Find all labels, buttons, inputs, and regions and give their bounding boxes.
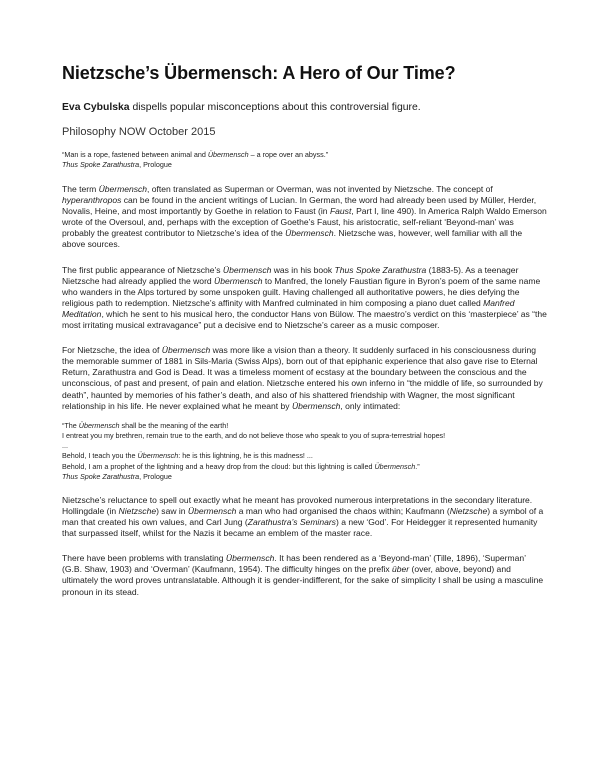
text-emphasis: Übermensch	[222, 264, 272, 275]
article-subtitle	[62, 101, 547, 115]
paragraph-1	[62, 184, 547, 251]
epigraph	[62, 150, 547, 170]
text-run: ) a new ‘God’. For Heidegger it represented humanity that surpassed itself, whilst for the Nazis it became an emblem of the master race.	[62, 517, 538, 539]
paragraph-3	[62, 345, 547, 412]
text-emphasis: Thus Spoke Zarathustra	[334, 264, 427, 275]
paragraph-2	[62, 265, 547, 332]
text-emphasis: Übermensch	[225, 553, 275, 564]
epigraph-quote	[62, 150, 547, 160]
quote-line	[62, 451, 547, 461]
text-emphasis: über	[392, 564, 410, 575]
text-emphasis: Manfred Meditation	[62, 297, 515, 319]
text-emphasis: Faust	[329, 206, 352, 217]
text-run: , only intimated:	[340, 400, 401, 411]
text-emphasis: Zarathustra’s Seminars	[247, 517, 336, 528]
citation-rest: , Prologue	[139, 471, 172, 481]
block-quote	[62, 421, 547, 482]
text-run: . Nietzsche was, however, well familiar with all the above sources.	[62, 228, 523, 250]
text-run: was in his book	[271, 264, 335, 275]
citation-title: Thus Spoke Zarathustra	[62, 160, 140, 169]
text-run: Nietzsche’s reluctance to spell out exactly what he meant has provoked numerous interpretations in the secondary literature. Hollingdale (in	[62, 494, 533, 516]
article	[62, 62, 547, 598]
publication-source: Philosophy NOW October 2015	[62, 126, 216, 138]
text-run: The first public appearance of Nietzsche’s	[62, 264, 223, 275]
text-run: ) saw in	[156, 506, 188, 516]
text-run: , often translated as Superman or Overman, was not invented by Nietzsche. The concept of	[147, 184, 493, 194]
quote-line	[62, 462, 547, 472]
epigraph-text: – a rope over an abyss.”	[248, 150, 329, 159]
text-emphasis: Nietzsche	[118, 506, 157, 516]
text-emphasis: Übermensch	[291, 400, 341, 411]
text-run: .”	[415, 461, 420, 471]
text-run: (1883-5). As a teenager Nietzsche had already applied the word	[62, 264, 519, 286]
text-run: to Manfred, the lonely Faustian figure in Byron’s poem of the same name who wanders in the Alps tortured by some unspoken guilt. Having challenged all authoritative powers, he dies defying the religious path to redemption. Nietzsche’s affinity with Manfred culminated in him composing a piano duet called	[62, 275, 541, 308]
citation-title: Thus Spoke Zarathustra	[62, 471, 140, 481]
paragraph-5	[62, 553, 547, 597]
text-emphasis: Übermensch	[285, 228, 334, 239]
quote-line: I entreat you my brethren, remain true to the earth, and do not believe those who speak to you of supra-terrestrial hopes!	[62, 430, 446, 440]
text-run: “The	[62, 420, 79, 430]
text-run: , Part I, line 490). In America Ralph Waldo Emerson wrote of the Oversoul, and, perhaps with the exception of Goethe’s Faust, his aristocratic, self-reliant ‘Beyond-man’ was probably the greatest contributor to Nietzsche’s idea of the	[62, 206, 547, 239]
text-emphasis: hyperanthropos	[62, 195, 122, 206]
text-run: , which he sent to his musical hero, the conductor Hans von Bülow. The maestro’s verdict on this ‘masterpiece’ as “the most irritating musical extravagance” put a decisive end to Nietzsche’s career as a music composer.	[62, 308, 547, 331]
text-run: For Nietzsche, the idea of	[62, 345, 162, 356]
author-name: Eva Cybulska	[62, 102, 130, 113]
text-run: can be found in the ancient writings of Lucian. In German, the word had already been used by Müller, Herder, Novalis, Heine, and most importantly by Goethe in relation to Faust (in	[62, 195, 537, 217]
text-emphasis: Übermensch	[137, 451, 179, 461]
epigraph-emphasis: Übermensch	[207, 150, 249, 159]
text-run: There have been problems with translating	[62, 553, 226, 564]
epigraph-citation	[62, 160, 547, 170]
paragraph-4	[62, 495, 547, 539]
text-run: was more like a vision than a theory. It suddenly surfaced in his consciousness during the memorable summer of 1881 in Sils-Maria (Swiss Alps), born out of that epiphanic experience that also gave rise to Eternal Return, Zarathustra and God is Dead. It was a timeless moment of ecstasy at the boundary between the conscious and the unconscious, of past and present, of pain and elation. Nietzsche entered his own inferno in “the middle of life, so surrounded by death”, haunted by memories of his father’s death, and also of his shattered friendship with Wagner, the most significant relationship in his life. He never explained what he meant by	[62, 345, 543, 411]
epigraph-text: “Man is a rope, fastened between animal and	[62, 150, 208, 159]
text-run: ) a symbol of a man that created his own values, and Carl Jung (	[62, 506, 544, 528]
article-title: Nietzsche’s Übermensch: A Hero of Our Time?	[62, 63, 456, 83]
text-run: Behold, I teach you the	[62, 451, 138, 461]
text-emphasis: Übermensch	[98, 184, 148, 194]
text-emphasis: Nietzsche	[449, 506, 488, 516]
text-run: (over, above, beyond) and ultimately the word proves untranslatable. Although it is gender-indifferent, for the sake of simplicity I shall be using a masculine pronoun in its stead.	[62, 564, 544, 597]
text-run: Behold, I am a prophet of the lightning and a heavy drop from the cloud: but this lightning is called	[62, 461, 375, 471]
text-emphasis: Übermensch	[78, 420, 120, 430]
quote-line: ...	[62, 441, 68, 451]
text-emphasis: Übermensch	[161, 345, 211, 356]
text-emphasis: Übermensch	[374, 461, 416, 471]
quote-citation	[62, 472, 547, 482]
quote-line	[62, 421, 547, 431]
text-run: : he is this lightning, he is this madness! ...	[178, 451, 313, 461]
text-run: . It has been rendered as a ‘Beyond-man’ (Tille, 1896), ‘Superman’ (G.B. Shaw, 1903) and ‘Overman’ (Kaufmann, 1954). The difficulty hinges on the prefix	[62, 553, 526, 575]
text-run: shall be the meaning of the earth!	[119, 420, 229, 430]
text-run: The term	[62, 184, 99, 194]
text-emphasis: Übermensch	[187, 506, 237, 516]
subtitle-text: dispells popular misconceptions about this controversial figure.	[129, 102, 421, 113]
text-emphasis: Übermensch	[214, 275, 263, 286]
text-run: a man who had organised the chaos within; Kaufmann (	[236, 506, 450, 516]
citation-rest: , Prologue	[139, 160, 172, 169]
